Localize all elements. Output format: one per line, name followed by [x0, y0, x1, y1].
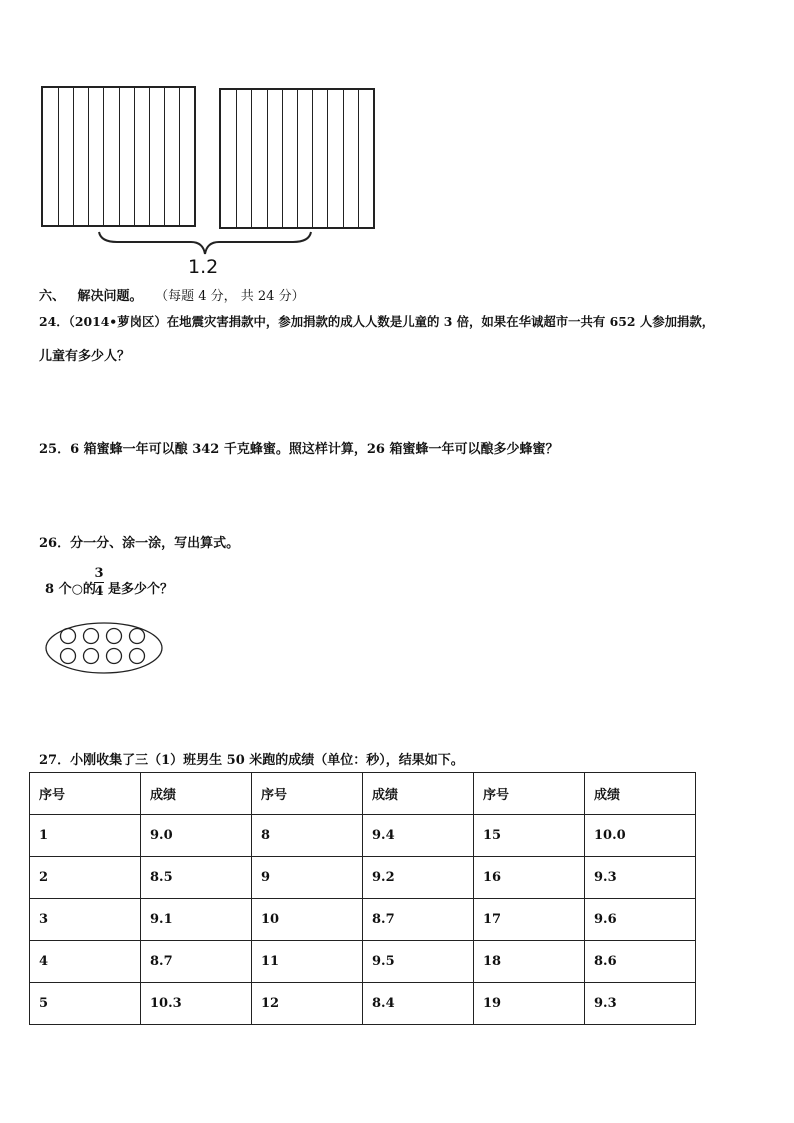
table-cell: 9.5	[363, 941, 474, 983]
strip-grid-right	[219, 88, 375, 229]
table-cell: 2	[30, 857, 141, 899]
table-cell: 8	[252, 815, 363, 857]
strip-divider	[358, 90, 359, 227]
strip-divider	[343, 90, 344, 227]
table-row	[30, 941, 696, 983]
small-circle	[84, 649, 99, 664]
table-cell: 9.0	[141, 815, 252, 857]
small-circle	[107, 629, 122, 644]
table-header-cell: 成绩	[363, 773, 474, 815]
table-cell: 12	[252, 983, 363, 1025]
table-row	[30, 983, 696, 1025]
small-circle	[130, 629, 145, 644]
small-circle	[61, 629, 76, 644]
table-header-cell: 成绩	[585, 773, 696, 815]
table-cell: 9	[252, 857, 363, 899]
table-cell: 9.3	[585, 857, 696, 899]
section-note: （每题 4 分， 共 24 分）	[155, 289, 305, 304]
section-number: 六、	[39, 289, 66, 304]
strip-divider	[297, 90, 298, 227]
small-circle	[130, 649, 145, 664]
question-26: 26．分一分、涂一涂，写出算式。	[39, 536, 240, 551]
table-cell: 5	[30, 983, 141, 1025]
strip-divider	[119, 88, 120, 225]
strip-divider	[58, 88, 59, 225]
question-27: 27．小刚收集了三（1）班男生 50 米跑的成绩（单位：秒），结果如下。	[39, 753, 464, 768]
strip-grid-left	[41, 86, 196, 227]
strip-divider	[134, 88, 135, 225]
table-cell: 9.3	[585, 983, 696, 1025]
scores-table	[29, 772, 696, 1025]
strip-divider	[282, 90, 283, 227]
table-cell: 3	[30, 899, 141, 941]
table-cell: 16	[474, 857, 585, 899]
table-cell: 15	[474, 815, 585, 857]
strip-divider	[312, 90, 313, 227]
table-cell: 17	[474, 899, 585, 941]
table-cell: 18	[474, 941, 585, 983]
fraction-bar	[94, 582, 104, 583]
table-row	[30, 899, 696, 941]
brace-label: 1.2	[188, 256, 219, 278]
section-heading	[39, 285, 305, 304]
table-cell: 9.4	[363, 815, 474, 857]
table-header-cell: 序号	[474, 773, 585, 815]
table-cell: 10.0	[585, 815, 696, 857]
question-26-suffix: 是多少个？	[108, 582, 174, 597]
table-cell: 8.6	[585, 941, 696, 983]
table-header-cell: 序号	[30, 773, 141, 815]
strip-divider	[164, 88, 165, 225]
small-circle	[107, 649, 122, 664]
table-header-cell: 成绩	[141, 773, 252, 815]
question-24-line2: 儿童有多少人？	[39, 349, 131, 364]
question-26-prefix: 8 个○的	[45, 582, 96, 597]
circle-oval	[44, 620, 166, 676]
strip-divider	[327, 90, 328, 227]
table-cell: 10	[252, 899, 363, 941]
table-cell: 8.5	[141, 857, 252, 899]
section-title: 解决问题。	[77, 289, 143, 304]
table-cell: 9.1	[141, 899, 252, 941]
table-cell: 8.7	[363, 899, 474, 941]
table-cell: 9.2	[363, 857, 474, 899]
table-cell: 8.7	[141, 941, 252, 983]
strip-divider	[88, 88, 89, 225]
table-header-cell: 序号	[252, 773, 363, 815]
table-row	[30, 857, 696, 899]
table-cell: 4	[30, 941, 141, 983]
strip-divider	[149, 88, 150, 225]
table-cell: 8.4	[363, 983, 474, 1025]
strip-divider	[103, 88, 104, 225]
table-header-row	[30, 773, 696, 815]
strip-divider	[267, 90, 268, 227]
strip-divider	[73, 88, 74, 225]
small-circle	[84, 629, 99, 644]
table-cell: 1	[30, 815, 141, 857]
table-cell: 11	[252, 941, 363, 983]
fraction-numerator: 3	[94, 566, 104, 581]
strip-divider	[251, 90, 252, 227]
table-row	[30, 815, 696, 857]
small-circle	[61, 649, 76, 664]
fraction-denominator: 4	[94, 584, 104, 599]
strip-divider	[179, 88, 180, 225]
question-24-line1: 24．（2014•萝岗区）在地震灾害捐款中，参加捐款的成人人数是儿童的 3 倍，如果在华诚超市一共有 652 人参加捐款，	[39, 314, 715, 329]
table-cell: 19	[474, 983, 585, 1025]
fraction-three-quarters	[94, 566, 104, 599]
question-25: 25．6 箱蜜蜂一年可以酿 342 千克蜂蜜。照这样计算，26 箱蜜蜂一年可以酿多少蜂蜜？	[39, 442, 559, 457]
strip-divider	[236, 90, 237, 227]
table-cell: 9.6	[585, 899, 696, 941]
table-cell: 10.3	[141, 983, 252, 1025]
